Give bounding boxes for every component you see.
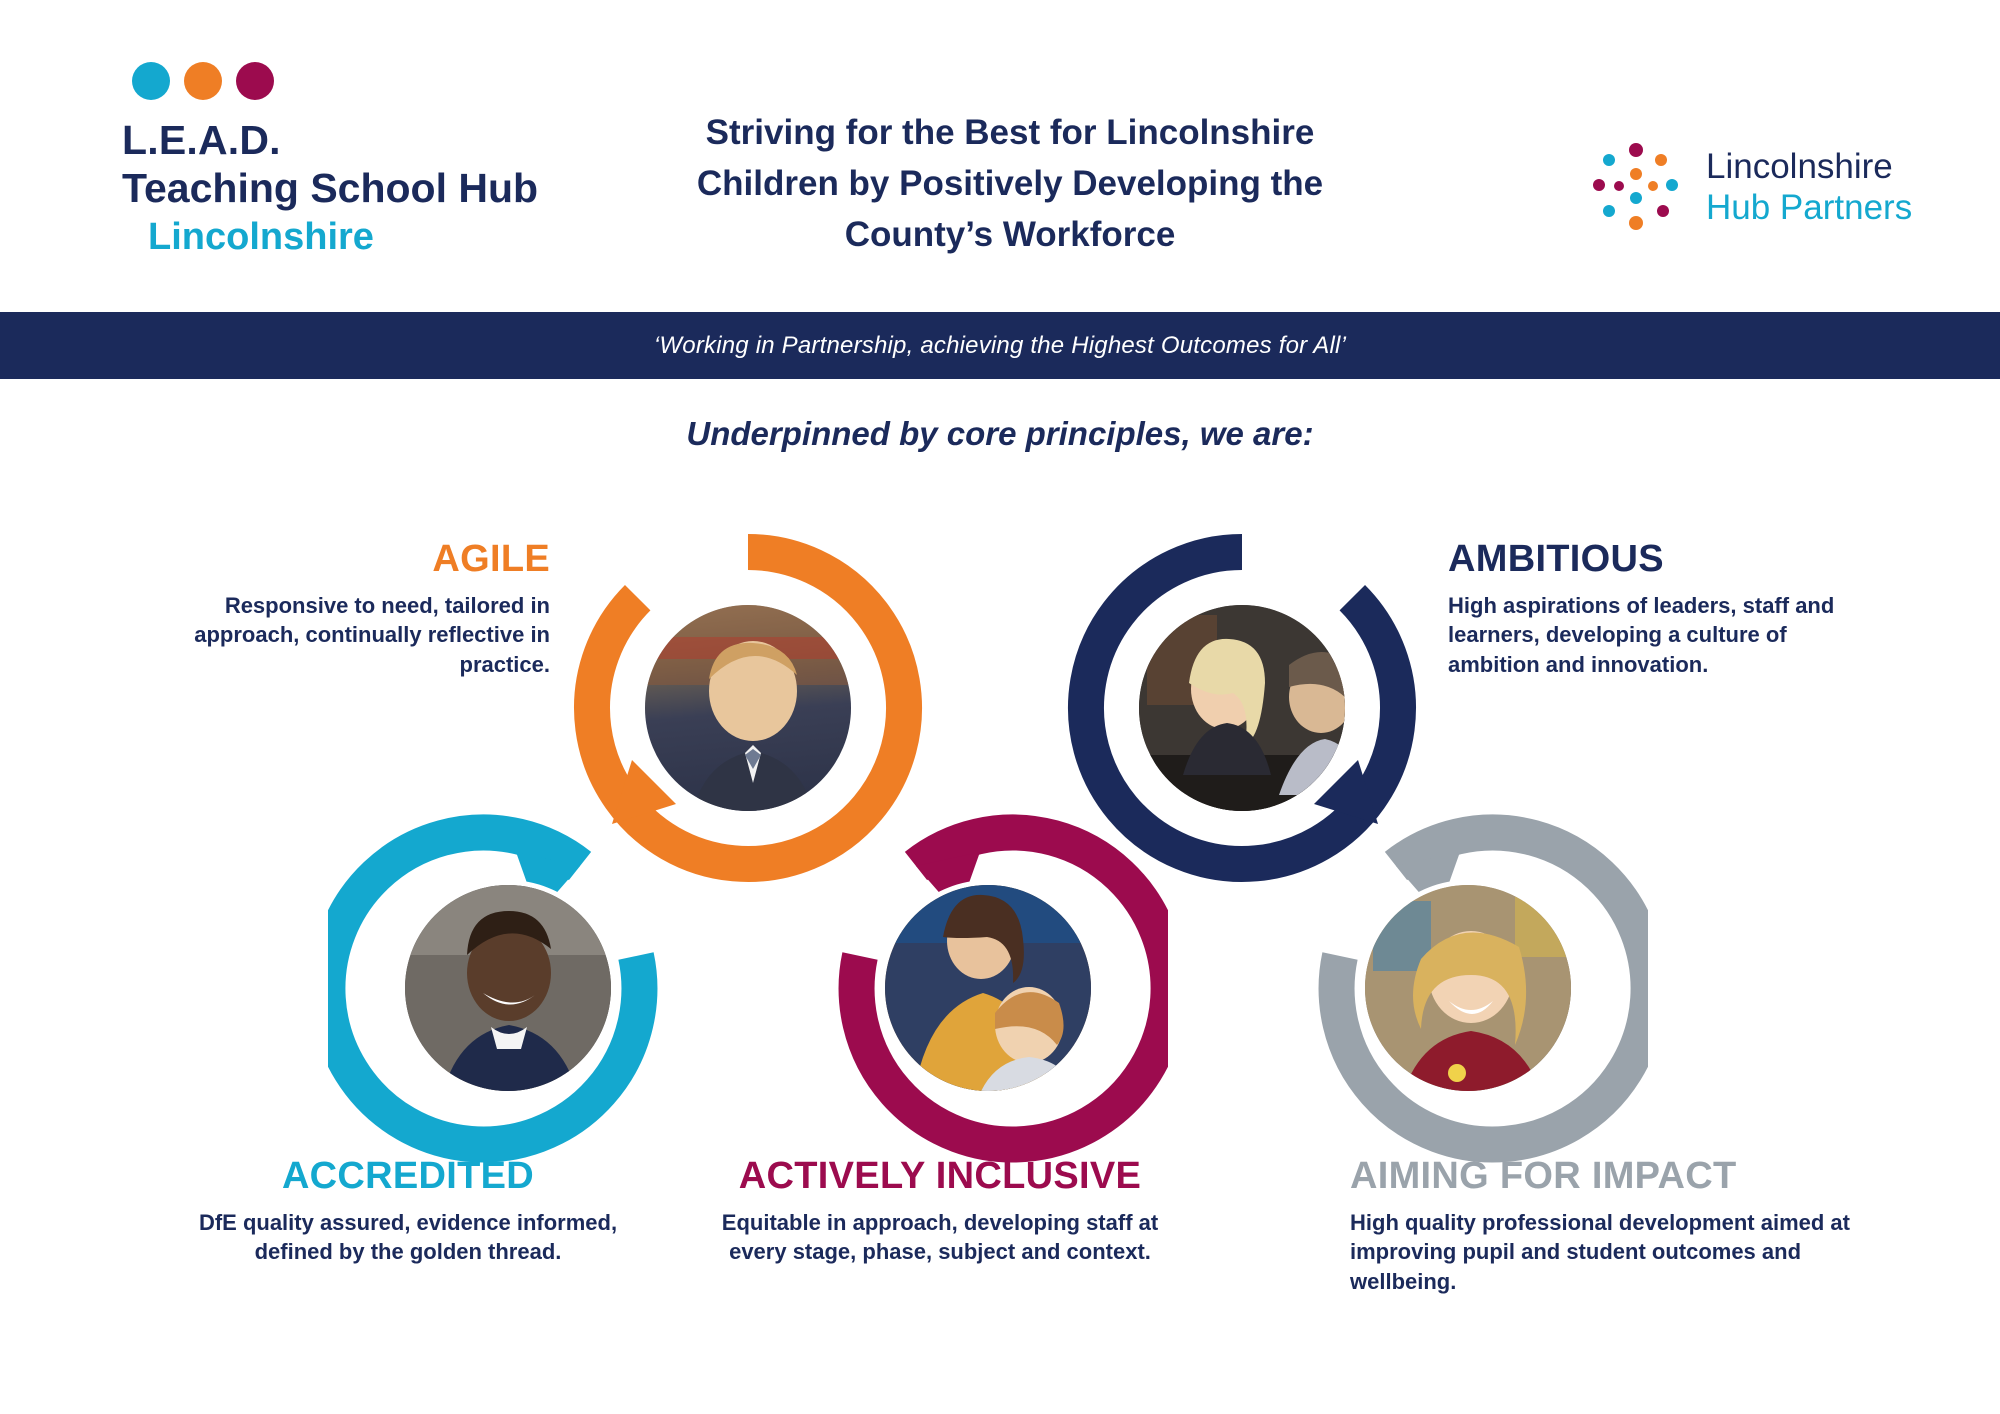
logo-line-3: Lincolnshire: [148, 215, 374, 258]
photo-image: [405, 885, 611, 1091]
photo-image: [1139, 605, 1345, 811]
agile-body: Responsive to need, tailored in approach, continually reflective in practice.: [194, 593, 550, 677]
actively-inclusive-text-block: [700, 1155, 1180, 1267]
strapline-text: ‘Working in Partnership, achieving the Highest Outcomes for All’: [653, 331, 1347, 359]
accredited-title: ACCREDITED: [281, 1155, 535, 1197]
accredited-body: DfE quality assured, evidence informed, defined by the golden thread.: [198, 1210, 618, 1265]
partners-line-2: Hub Partners: [1706, 188, 1913, 227]
accredited-text-block: [188, 1155, 628, 1267]
photo-primary-girl: [1360, 880, 1576, 1096]
photo-image: [885, 885, 1091, 1091]
photo-image: [645, 605, 851, 811]
photo-teacher-and-pupil: [880, 880, 1096, 1096]
agile-title: AGILE: [432, 538, 550, 580]
logo-line-2: Teaching School Hub: [122, 165, 539, 212]
actively-inclusive-body: Equitable in approach, developing staff at every stage, phase, subject and context.: [721, 1210, 1159, 1265]
partners-line-1: Lincolnshire: [1706, 147, 1893, 187]
aiming-for-impact-title: AIMING FOR IMPACT: [1350, 1155, 1737, 1197]
agile-text-block: [150, 538, 550, 679]
photo-secondary-pupil: [640, 600, 856, 816]
subhead: Underpinned by core principles, we are:: [686, 415, 1314, 452]
aiming-for-impact-body: High quality professional development aimed at improving pupil and student outcomes and wellbeing.: [1350, 1210, 1850, 1294]
ambitious-title: AMBITIOUS: [1448, 538, 1664, 580]
actively-inclusive-title: ACTIVELY INCLUSIVE: [738, 1155, 1142, 1197]
photo-teacher-meeting: [1134, 600, 1350, 816]
photo-image: [1365, 885, 1571, 1091]
logo-line-1: L.E.A.D.: [122, 117, 281, 163]
ambitious-text-block: [1448, 538, 1878, 679]
ambitious-body: High aspirations of leaders, staff and learners, developing a culture of ambition and innovation.: [1448, 593, 1835, 677]
photo-primary-boy: [400, 880, 616, 1096]
aiming-for-impact-text-block: [1350, 1155, 1850, 1296]
page-title: Striving for the Best for Lincolnshire Children by Positively Developing the County’s Workforce: [696, 113, 1324, 254]
